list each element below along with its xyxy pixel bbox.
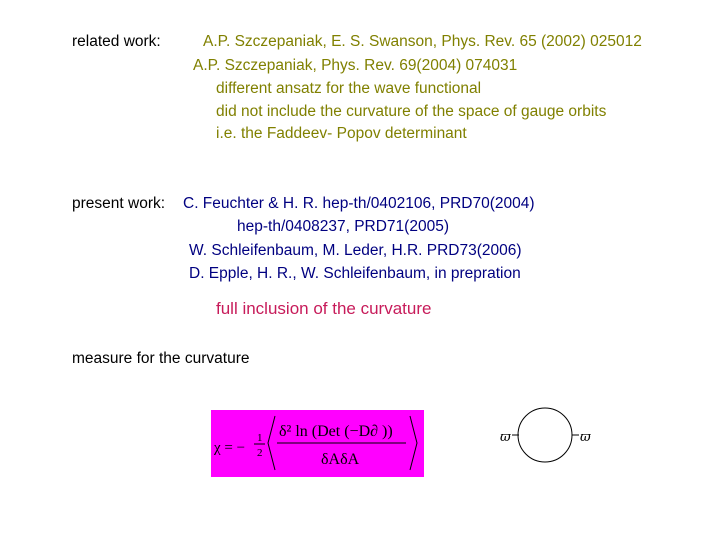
measure-label: measure for the curvature: [72, 350, 250, 367]
loop-diagram: [497, 400, 601, 470]
present-work-line-2: hep-th/0408237, PRD71(2005): [237, 218, 449, 235]
present-work-line-3: W. Schleifenbaum, M. Leder, H.R. PRD73(2006): [189, 242, 522, 259]
related-work-line-1: A.P. Szczepaniak, E. S. Swanson, Phys. Rev. 65 (2002) 025012: [203, 33, 642, 50]
diagram-left-label: ϖ: [500, 430, 511, 445]
formula-half-num: 1: [257, 432, 263, 444]
formula-lhs: χ = −: [214, 440, 246, 456]
related-work-line-3: different ansatz for the wave functional: [216, 80, 482, 97]
loop-circle: [518, 408, 572, 462]
present-work-line-1: C. Feuchter & H. R. hep-th/0402106, PRD70(2004): [183, 195, 535, 212]
diagram-right-label: ϖ: [580, 430, 591, 445]
related-work-label: related work:: [72, 33, 161, 50]
formula-half-den: 2: [257, 447, 263, 459]
present-work-line-4: D. Epple, H. R., W. Schleifenbaum, in prepration: [189, 265, 521, 282]
related-work-line-5: i.e. the Faddeev- Popov determinant: [216, 125, 467, 142]
related-work-line-2: A.P. Szczepaniak, Phys. Rev. 69(2004) 074031: [193, 57, 518, 74]
curvature-highlight: full inclusion of the curvature: [216, 299, 432, 318]
right-angle-bracket: [410, 416, 417, 470]
formula-denominator: δAδA: [321, 451, 360, 468]
present-work-label: present work:: [72, 195, 166, 212]
curvature-formula: [211, 410, 424, 477]
formula-numerator: δ² ln (Det (−D∂ )): [279, 423, 393, 440]
related-work-line-4: did not include the curvature of the space of gauge orbits: [216, 103, 607, 120]
left-angle-bracket: [268, 416, 275, 470]
